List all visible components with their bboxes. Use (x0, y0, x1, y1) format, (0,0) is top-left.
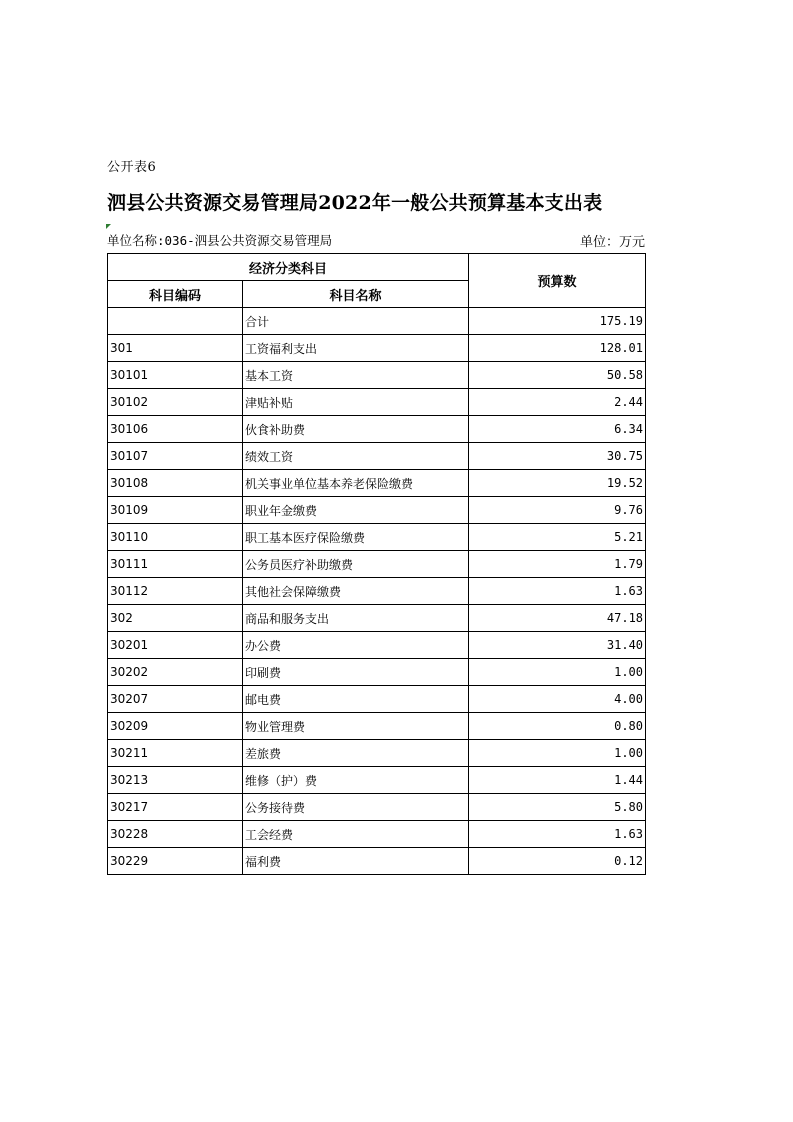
subject-code-cell: 30101 (108, 362, 243, 389)
subject-name-cell: 福利费 (243, 848, 469, 875)
subject-name-cell: 职工基本医疗保险缴费 (243, 524, 469, 551)
budget-amount-cell: 0.80 (469, 713, 646, 740)
budget-amount-cell: 6.34 (469, 416, 646, 443)
subject-code-cell: 30202 (108, 659, 243, 686)
subject-name-cell: 邮电费 (243, 686, 469, 713)
header-budget-amount: 预算数 (469, 254, 646, 308)
subject-name-cell: 绩效工资 (243, 443, 469, 470)
subject-name-cell: 公务员医疗补助缴费 (243, 551, 469, 578)
subject-name-cell: 物业管理费 (243, 713, 469, 740)
subject-name-cell: 基本工资 (243, 362, 469, 389)
unit-measure: 单位：万元 (579, 235, 645, 250)
table-row (108, 713, 646, 740)
subject-name-cell: 合计 (243, 308, 469, 335)
budget-amount-cell: 1.00 (469, 659, 646, 686)
document-label: 公开表6 (107, 160, 157, 175)
budget-amount-cell: 128.01 (469, 335, 646, 362)
subject-code-cell: 30106 (108, 416, 243, 443)
subject-name-cell: 商品和服务支出 (243, 605, 469, 632)
table-row (108, 416, 646, 443)
table-row (108, 740, 646, 767)
table-row (108, 767, 646, 794)
budget-amount-cell: 1.44 (469, 767, 646, 794)
table-row (108, 389, 646, 416)
subject-code-cell (108, 308, 243, 335)
budget-amount-cell: 1.79 (469, 551, 646, 578)
subject-name-cell: 津贴补贴 (243, 389, 469, 416)
subject-code-cell: 30207 (108, 686, 243, 713)
subject-name-cell: 印刷费 (243, 659, 469, 686)
budget-amount-cell: 30.75 (469, 443, 646, 470)
table-row (108, 443, 646, 470)
subject-code-cell: 30209 (108, 713, 243, 740)
budget-amount-cell: 2.44 (469, 389, 646, 416)
budget-amount-cell: 1.00 (469, 740, 646, 767)
table-row (108, 470, 646, 497)
budget-amount-cell: 31.40 (469, 632, 646, 659)
subject-name-cell: 维修（护）费 (243, 767, 469, 794)
subject-code-cell: 30111 (108, 551, 243, 578)
table-row (108, 551, 646, 578)
subject-name-cell: 机关事业单位基本养老保险缴费 (243, 470, 469, 497)
budget-amount-cell: 50.58 (469, 362, 646, 389)
header-subject-code: 科目编码 (108, 281, 243, 308)
subject-name-cell: 差旅费 (243, 740, 469, 767)
budget-amount-cell: 175.19 (469, 308, 646, 335)
header-subject-name: 科目名称 (243, 281, 469, 308)
subject-name-cell: 工资福利支出 (243, 335, 469, 362)
subject-code-cell: 30107 (108, 443, 243, 470)
comment-marker-icon (106, 224, 111, 229)
budget-amount-cell: 9.76 (469, 497, 646, 524)
table-meta-row (107, 231, 645, 251)
budget-amount-cell: 5.80 (469, 794, 646, 821)
subject-code-cell: 302 (108, 605, 243, 632)
budget-table (107, 253, 646, 875)
table-row (108, 362, 646, 389)
table-row (108, 821, 646, 848)
table-row (108, 524, 646, 551)
table-row (108, 794, 646, 821)
subject-name-cell: 伙食补助费 (243, 416, 469, 443)
header-economic-classification: 经济分类科目 (108, 254, 469, 281)
subject-name-cell: 办公费 (243, 632, 469, 659)
subject-code-cell: 30229 (108, 848, 243, 875)
page-title: 泗县公共资源交易管理局2022年一般公共预算基本支出表 (107, 192, 603, 214)
budget-amount-cell: 19.52 (469, 470, 646, 497)
subject-name-cell: 其他社会保障缴费 (243, 578, 469, 605)
table-row (108, 578, 646, 605)
budget-amount-cell: 47.18 (469, 605, 646, 632)
budget-amount-cell: 1.63 (469, 578, 646, 605)
table-body (108, 308, 646, 875)
subject-code-cell: 30213 (108, 767, 243, 794)
subject-code-cell: 30211 (108, 740, 243, 767)
subject-code-cell: 30228 (108, 821, 243, 848)
subject-code-cell: 30217 (108, 794, 243, 821)
budget-amount-cell: 5.21 (469, 524, 646, 551)
subject-code-cell: 30102 (108, 389, 243, 416)
table-row (108, 659, 646, 686)
budget-amount-cell: 0.12 (469, 848, 646, 875)
subject-code-cell: 30112 (108, 578, 243, 605)
table-row (108, 497, 646, 524)
budget-amount-cell: 4.00 (469, 686, 646, 713)
subject-code-cell: 301 (108, 335, 243, 362)
table-row (108, 848, 646, 875)
table-row (108, 335, 646, 362)
table-row (108, 308, 646, 335)
subject-name-cell: 职业年金缴费 (243, 497, 469, 524)
table-row (108, 686, 646, 713)
unit-name: 单位名称:036-泗县公共资源交易管理局 (107, 233, 333, 248)
subject-code-cell: 30201 (108, 632, 243, 659)
subject-code-cell: 30110 (108, 524, 243, 551)
table-row (108, 605, 646, 632)
budget-amount-cell: 1.63 (469, 821, 646, 848)
subject-name-cell: 公务接待费 (243, 794, 469, 821)
subject-code-cell: 30108 (108, 470, 243, 497)
table-row (108, 632, 646, 659)
subject-code-cell: 30109 (108, 497, 243, 524)
subject-name-cell: 工会经费 (243, 821, 469, 848)
